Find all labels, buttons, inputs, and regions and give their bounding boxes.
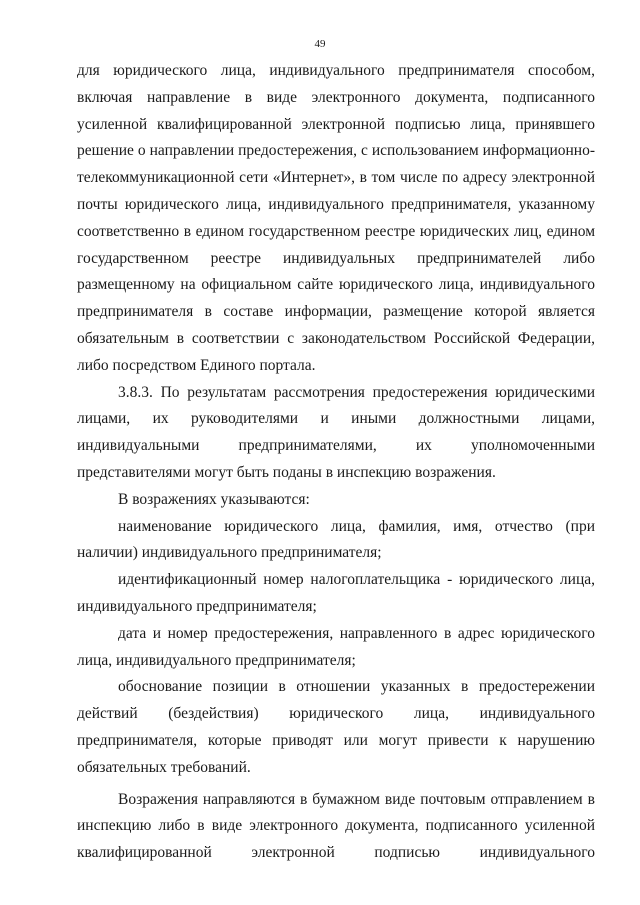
list-item-justification: обоснование позиции в отношении указанных в предостережении действий (бездействия) юридического лица, индивидуального предпринимателя, которые приводят или могут привести к нарушению обязательных требований. bbox=[77, 678, 595, 776]
paragraph-objections-intro: В возражениях указываются: bbox=[118, 490, 310, 508]
paragraph-continuation: для юридического лица, индивидуального предпринимателя способом, включая направление в виде электронного документа, подписанного усиленной квалифицированной электронной подписью лица, принявшего решение о направлении предостережения, с использованием информационно-телекоммуникационной сети «Интернет», в том числе по адресу электронной почты юридического лица, индивидуального предпринимателя, указанному соответственно в едином государственном реестре юридических лиц, едином государственном реестре индивидуальных предпринимателей либо размещенному на официальном сайте юридического лица, индивидуального предпринимателя в составе информации, размещение которой является обязательным в соответствии с законодательством Российской Федерации, либо посредством Единого портала. bbox=[77, 62, 595, 374]
paragraph-objections-delivery: Возражения направляются в бумажном виде почтовым отправлением в инспекцию либо в виде электронного документа, подписанного усиленной квалифицированной электронной подписью индивидуального bbox=[77, 790, 595, 862]
list-item-name: наименование юридического лица, фамилия, имя, отчество (при наличии) индивидуального предпринимателя; bbox=[77, 517, 595, 562]
paragraph-3-8-3: 3.8.3. По результатам рассмотрения предостережения юридическими лицами, их руководителями и иными должностными лицами, индивидуальными предпринимателями, их уполномоченными представителями могут быть поданы в инспекцию возражения. bbox=[77, 383, 595, 481]
list-item-inn: идентификационный номер налогоплательщика - юридического лица, индивидуального предпринимателя; bbox=[77, 571, 595, 615]
page-number: 49 bbox=[314, 38, 326, 50]
document-body bbox=[77, 58, 595, 867]
list-item-warning-date: дата и номер предостережения, направленного в адрес юридического лица, индивидуального предпринимателя; bbox=[77, 624, 595, 669]
